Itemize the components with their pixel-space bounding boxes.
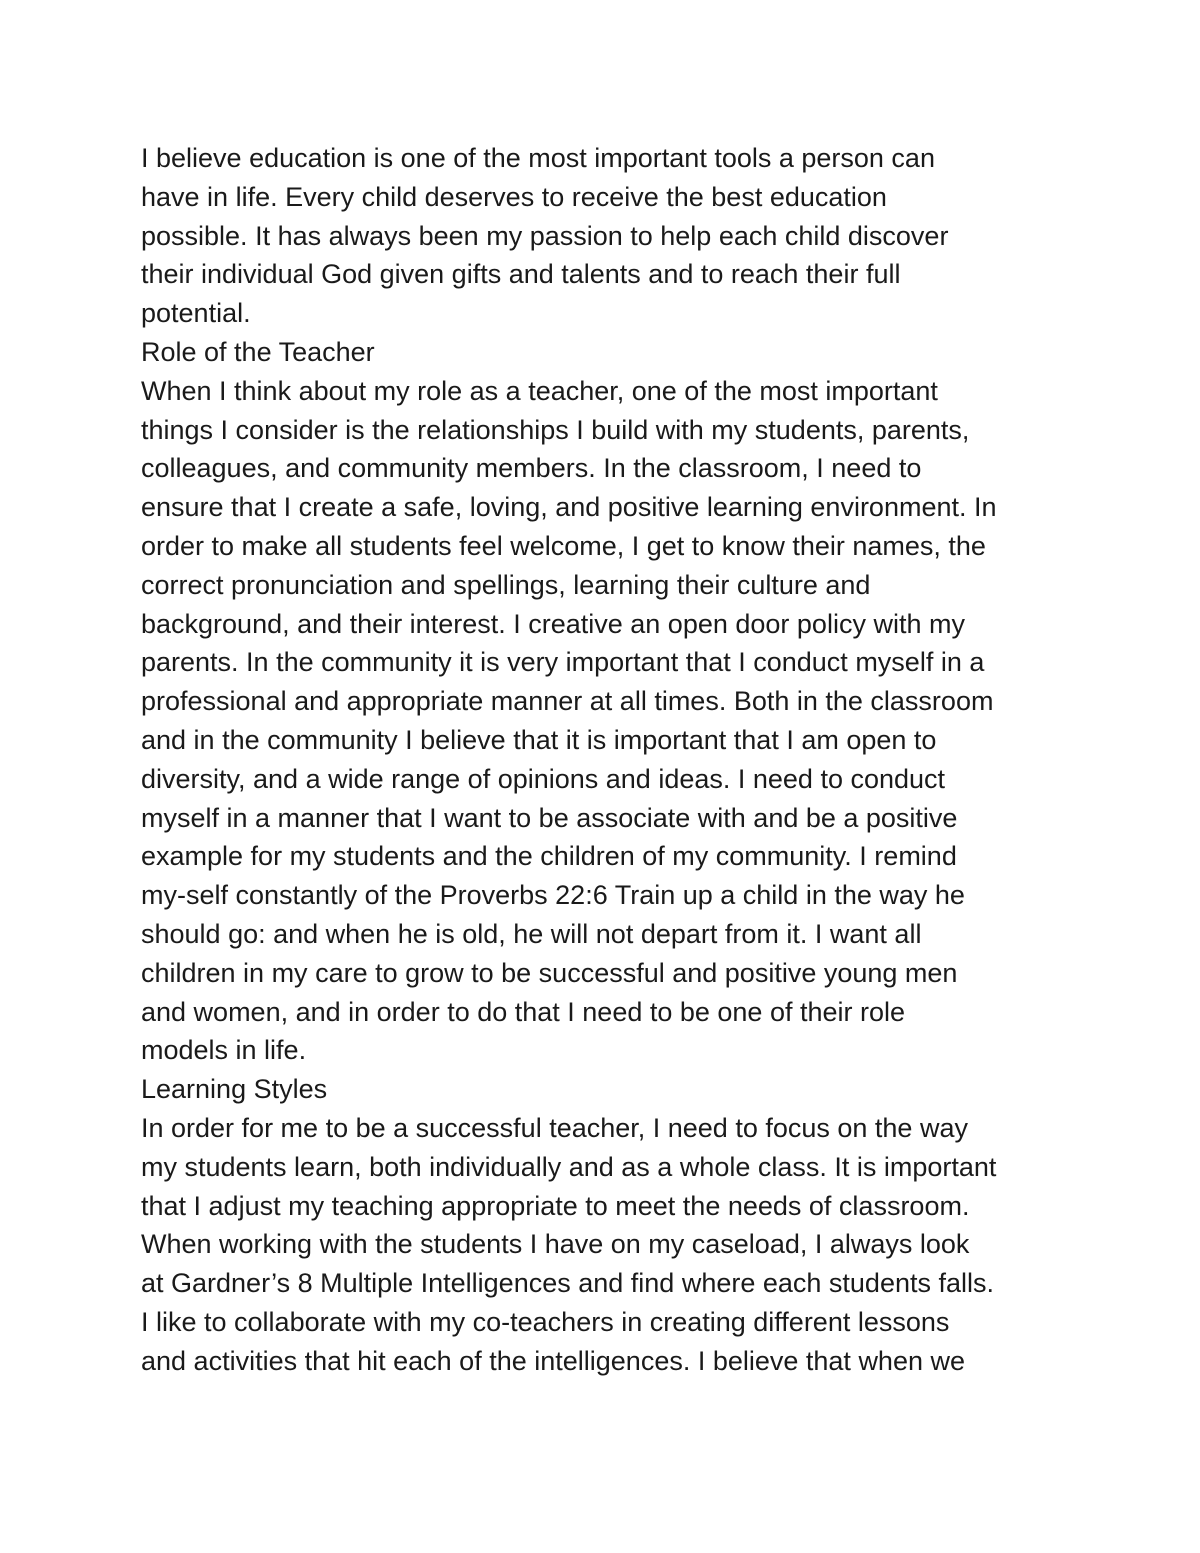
section-heading-learning-styles: Learning Styles xyxy=(141,1074,328,1105)
document-body xyxy=(141,139,1071,1381)
role-paragraph-line: parents. In the community it is very important that I conduct myself in a xyxy=(141,647,985,678)
role-paragraph-line: example for my students and the children of my community. I remind xyxy=(141,841,957,872)
role-paragraph-line: ensure that I create a safe, loving, and positive learning environment. In xyxy=(141,492,997,523)
role-paragraph-line: order to make all students feel welcome, I get to know their names, the xyxy=(141,530,986,561)
role-paragraph-line: my-self constantly of the Proverbs 22:6 Train up a child in the way he xyxy=(141,880,965,911)
role-paragraph-line: should go: and when he is old, he will not depart from it. I want all xyxy=(141,918,922,949)
learning-paragraph-line: at Gardner’s 8 Multiple Intelligences and find where each students falls. xyxy=(141,1268,994,1299)
intro-line: potential. xyxy=(141,298,251,329)
learning-paragraph-line: that I adjust my teaching appropriate to meet the needs of classroom. xyxy=(141,1190,970,1221)
role-paragraph-line: colleagues, and community members. In the classroom, I need to xyxy=(141,453,922,484)
learning-paragraph-line: my students learn, both individually and as a whole class. It is important xyxy=(141,1151,997,1182)
learning-paragraph-line: When working with the students I have on my caseload, I always look xyxy=(141,1229,970,1260)
learning-paragraph-line: and activities that hit each of the intelligences. I believe that when we xyxy=(141,1345,966,1376)
role-paragraph-line: and in the community I believe that it is important that I am open to xyxy=(141,724,937,755)
section-heading-role-of-teacher: Role of the Teacher xyxy=(141,336,375,367)
intro-line: their individual God given gifts and talents and to reach their full xyxy=(141,259,901,290)
role-paragraph-line: professional and appropriate manner at all times. Both in the classroom xyxy=(141,686,994,717)
role-paragraph-line: children in my care to grow to be successful and positive young men xyxy=(141,957,958,988)
learning-paragraph-line: I like to collaborate with my co-teachers in creating different lessons xyxy=(141,1306,950,1337)
role-paragraph-line: diversity, and a wide range of opinions and ideas. I need to conduct xyxy=(141,763,946,794)
learning-paragraph-line: In order for me to be a successful teacher, I need to focus on the way xyxy=(141,1112,968,1143)
role-paragraph-line: and women, and in order to do that I need to be one of their role xyxy=(141,996,906,1027)
role-paragraph-line: background, and their interest. I creative an open door policy with my xyxy=(141,608,965,639)
intro-line: possible. It has always been my passion to help each child discover xyxy=(141,220,949,251)
intro-line: have in life. Every child deserves to receive the best education xyxy=(141,181,887,212)
role-paragraph-line: myself in a manner that I want to be associate with and be a positive xyxy=(141,802,958,833)
role-paragraph-line: When I think about my role as a teacher, one of the most important xyxy=(141,375,938,406)
role-paragraph-line: things I consider is the relationships I build with my students, parents, xyxy=(141,414,970,445)
role-paragraph-line: models in life. xyxy=(141,1035,307,1066)
role-paragraph-line: correct pronunciation and spellings, learning their culture and xyxy=(141,569,871,600)
intro-line: I believe education is one of the most important tools a person can xyxy=(141,143,935,173)
